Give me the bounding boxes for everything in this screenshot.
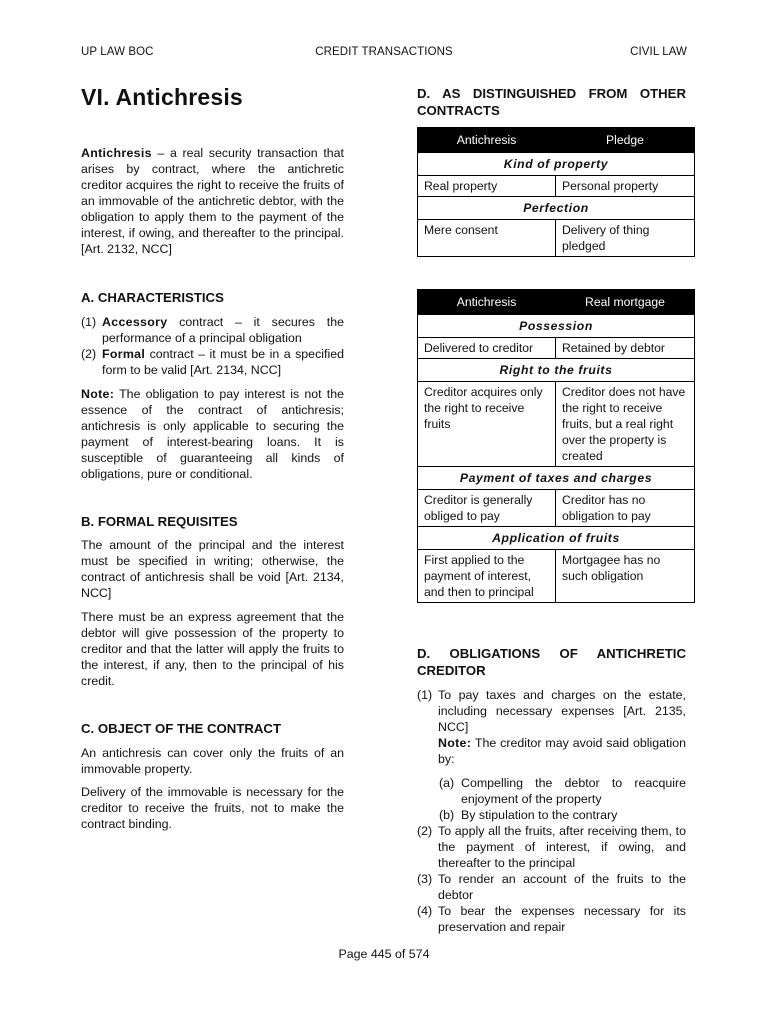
header-center: CREDIT TRANSACTIONS bbox=[315, 46, 453, 58]
antichresis-mortgage-table bbox=[417, 289, 695, 603]
list-item bbox=[439, 807, 686, 823]
list-item bbox=[417, 903, 686, 935]
item-text: contract – it secures the performance of a principal obligation bbox=[102, 315, 344, 345]
category-cell: Right to the fruits bbox=[418, 359, 695, 382]
header-left: UP LAW BOC bbox=[81, 46, 154, 58]
table-row bbox=[418, 490, 695, 527]
object-p1: An antichresis can cover only the fruits of an immovable property. bbox=[81, 746, 344, 776]
intro-text: – a real security transaction that arises by contract, where the antichretic creditor acquires the right to receive the fruits of an immovable of the antichretic debtor, with the obligation to apply them to the payment of the interest, if owing, and thereafter to the principal. [Art. 2132, NCC] bbox=[81, 146, 344, 256]
table-cell: First applied to the payment of interest, and then to principal bbox=[418, 550, 556, 603]
table-row bbox=[418, 220, 695, 257]
note-label: Note: bbox=[438, 736, 472, 750]
list-item bbox=[417, 687, 686, 823]
item-text: To pay taxes and charges on the estate, including necessary expenses [Art. 2135, NCC] bbox=[438, 688, 686, 734]
column-header: Antichresis bbox=[418, 290, 556, 315]
table-cell: Creditor does not have the right to receive fruits, but a real right over the property is created bbox=[556, 382, 695, 467]
item-text: To render an account of the fruits to the debtor bbox=[438, 872, 686, 902]
note-text: The obligation to pay interest is not the essence of the contract of antichresis; antichresis is only applicable to securing the payment of interest-bearing loans. It is susceptible of guaranteeing all kinds of obligations, pure or conditional. bbox=[81, 387, 344, 481]
page-header bbox=[81, 46, 687, 62]
category-row bbox=[418, 153, 695, 176]
list-item bbox=[439, 775, 686, 807]
category-cell: Payment of taxes and charges bbox=[418, 467, 695, 490]
note-text: The creditor may avoid said obligation by: bbox=[438, 736, 686, 766]
table-cell: Delivery of thing pledged bbox=[556, 220, 695, 257]
antichresis-pledge-table bbox=[417, 127, 695, 257]
object-p2: Delivery of the immovable is necessary for the creditor to receive the fruits, not to make the contract binding. bbox=[81, 785, 344, 831]
category-row bbox=[418, 359, 695, 382]
category-row bbox=[418, 467, 695, 490]
item-text: To apply all the fruits, after receiving them, to the payment of interest, if owing, and thereafter to the principal bbox=[438, 824, 686, 870]
page-title: VI. Antichresis bbox=[81, 84, 243, 110]
category-cell: Kind of property bbox=[418, 153, 695, 176]
column-header: Pledge bbox=[556, 128, 695, 153]
obligations-sublist bbox=[439, 775, 686, 823]
category-row bbox=[418, 315, 695, 338]
item-number: (3) bbox=[417, 872, 433, 886]
item-number: (b) bbox=[439, 808, 455, 822]
table-row bbox=[418, 176, 695, 197]
obligations-list bbox=[417, 687, 686, 935]
obligations-note bbox=[438, 735, 686, 767]
item-term: Accessory bbox=[102, 315, 168, 329]
item-number: (4) bbox=[417, 904, 433, 918]
table-cell: Creditor acquires only the right to receive fruits bbox=[418, 382, 556, 467]
table-row bbox=[418, 382, 695, 467]
table-cell: Delivered to creditor bbox=[418, 338, 556, 359]
category-cell: Perfection bbox=[418, 197, 695, 220]
item-text: To bear the expenses necessary for its preservation and repair bbox=[438, 904, 686, 934]
category-cell: Possession bbox=[418, 315, 695, 338]
table-cell: Creditor is generally obliged to pay bbox=[418, 490, 556, 527]
list-item bbox=[417, 871, 686, 903]
table-cell: Mere consent bbox=[418, 220, 556, 257]
list-item bbox=[417, 823, 686, 871]
table-cell: Retained by debtor bbox=[556, 338, 695, 359]
intro-term: Antichresis bbox=[81, 146, 152, 160]
list-item bbox=[81, 346, 344, 378]
item-number: (1) bbox=[417, 688, 433, 702]
table-cell: Real property bbox=[418, 176, 556, 197]
table-row bbox=[418, 338, 695, 359]
page-number: Page 445 of 574 bbox=[338, 947, 430, 961]
obligations-heading: D. OBLIGATIONS OF ANTICHRETIC CREDITOR bbox=[417, 646, 686, 678]
item-number: (a) bbox=[439, 776, 455, 790]
intro-paragraph bbox=[81, 145, 344, 257]
table-cell: Mortgagee has no such obligation bbox=[556, 550, 695, 603]
item-number: (1) bbox=[81, 315, 97, 329]
table-cell: Personal property bbox=[556, 176, 695, 197]
table-cell: Creditor has no obligation to pay bbox=[556, 490, 695, 527]
characteristics-heading: A. CHARACTERISTICS bbox=[81, 290, 224, 305]
formal-requisites-p1: The amount of the principal and the interest must be specified in writing; otherwise, the contract of antichresis shall be void [Art. 2134, NCC] bbox=[81, 538, 344, 600]
category-row bbox=[418, 197, 695, 220]
list-item bbox=[81, 314, 344, 346]
formal-requisites-heading: B. FORMAL REQUISITES bbox=[81, 514, 238, 529]
table-header-row bbox=[418, 290, 695, 315]
column-header: Antichresis bbox=[418, 128, 556, 153]
item-number: (2) bbox=[417, 824, 433, 838]
characteristics-note bbox=[81, 386, 344, 482]
object-heading: C. OBJECT OF THE CONTRACT bbox=[81, 721, 282, 736]
header-right: CIVIL LAW bbox=[630, 46, 687, 58]
formal-requisites-p2: There must be an express agreement that the debtor will give possession of the property to creditor and that the latter will apply the fruits to the interest, if any, then to the principal of his credit. bbox=[81, 610, 344, 688]
column-header: Real mortgage bbox=[556, 290, 695, 315]
item-text: Compelling the debtor to reacquire enjoyment of the property bbox=[461, 776, 686, 806]
note-label: Note: bbox=[81, 387, 115, 401]
category-cell: Application of fruits bbox=[418, 527, 695, 550]
item-term: Formal bbox=[102, 347, 146, 361]
distinguished-heading: D. AS DISTINGUISHED FROM OTHER CONTRACTS bbox=[417, 86, 686, 118]
item-number: (2) bbox=[81, 347, 97, 361]
table-row bbox=[418, 550, 695, 603]
item-text: By stipulation to the contrary bbox=[461, 808, 618, 822]
category-row bbox=[418, 527, 695, 550]
characteristics-list bbox=[81, 314, 344, 378]
item-text: contract – it must be in a specified form to be valid [Art. 2134, NCC] bbox=[102, 347, 344, 377]
table-header-row bbox=[418, 128, 695, 153]
